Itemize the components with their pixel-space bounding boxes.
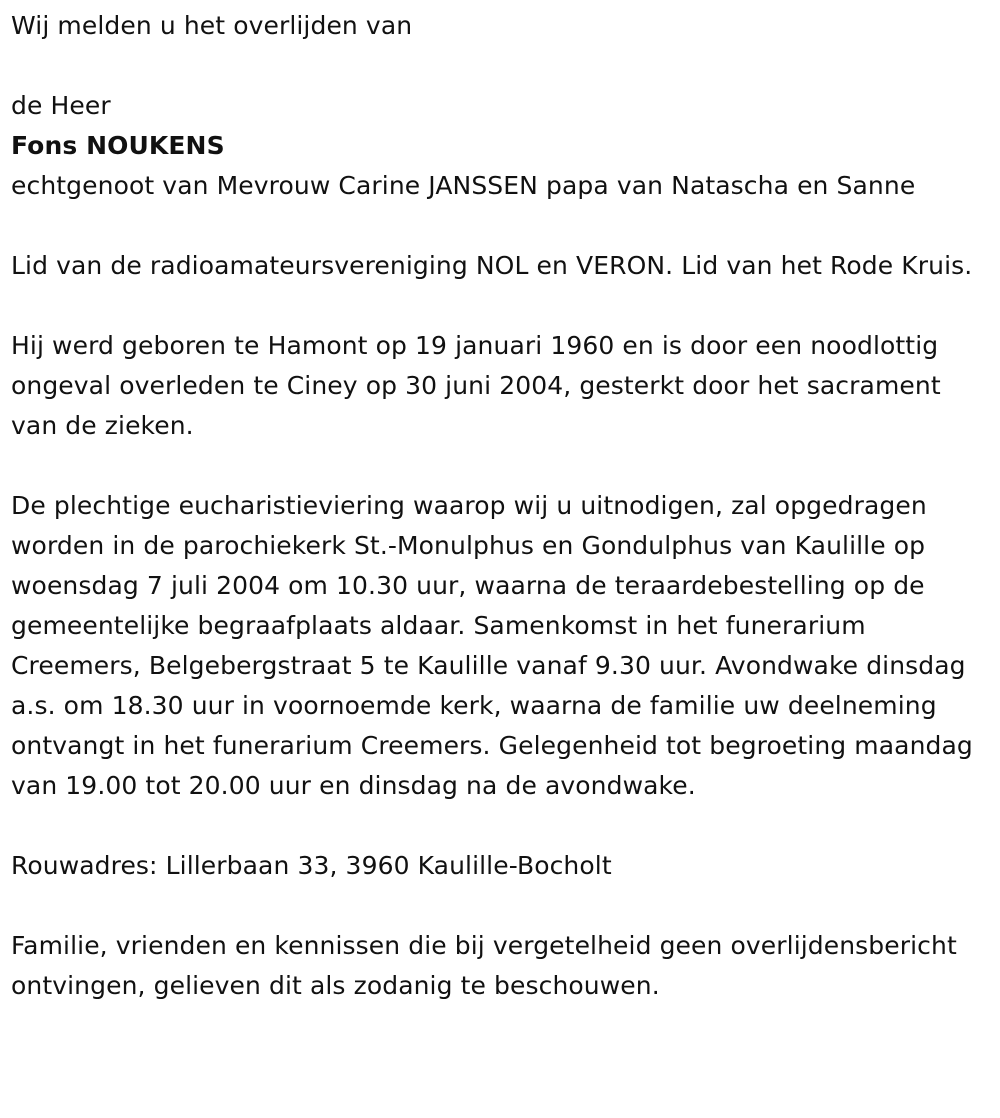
deceased-name: Fons NOUKENS (11, 131, 225, 160)
closing-text: Familie, vrienden en kennissen die bij vergetelheid geen overlijdensbericht ontvingen, gelieven dit als zodanig te beschouwen. (11, 931, 957, 1000)
birth-death-text: Hij werd geboren te Hamont op 19 januari 1960 en is door een noodlottig ongeval overleden te Ciney op 30 juni 2004, gesterkt door het sacrament van de zieken. (11, 331, 941, 440)
spacer (11, 46, 990, 86)
spacer (11, 286, 990, 326)
spacer (11, 206, 990, 246)
relations-text: echtgenoot van Mevrouw Carine JANSSEN papa van Natascha en Sanne (11, 171, 916, 200)
ceremony-text: De plechtige eucharistieviering waarop wij u uitnodigen, zal opgedragen worden in de parochiekerk St.-Monulphus en Gondulphus van Kaulille op woensdag 7 juli 2004 om 10.30 uur, waarna de teraardebestelling op de gemeentelijke begraafplaats aldaar. Samenkomst in het funerarium Creemers, Belgebergstraat 5 te Kaulille vanaf 9.30 uur. Avondwake dinsdag a.s. om 18.30 uur in voornoemde kerk, waarna de familie uw deelneming ontvangt in het funerarium Creemers. Gelegenheid tot begroeting maandag van 19.00 tot 20.00 uur en dinsdag na de avondwake. (11, 491, 973, 800)
mourning-address: Rouwadres: Lillerbaan 33, 3960 Kaulille-Bocholt (11, 851, 612, 880)
membership-text: Lid van de radioamateursvereniging NOL en VERON. Lid van het Rode Kruis. (11, 251, 973, 280)
intro-text: Wij melden u het overlijden van (11, 11, 413, 40)
spacer (11, 446, 990, 486)
spacer (11, 806, 990, 846)
honorific: de Heer (11, 91, 111, 120)
spacer (11, 886, 990, 926)
